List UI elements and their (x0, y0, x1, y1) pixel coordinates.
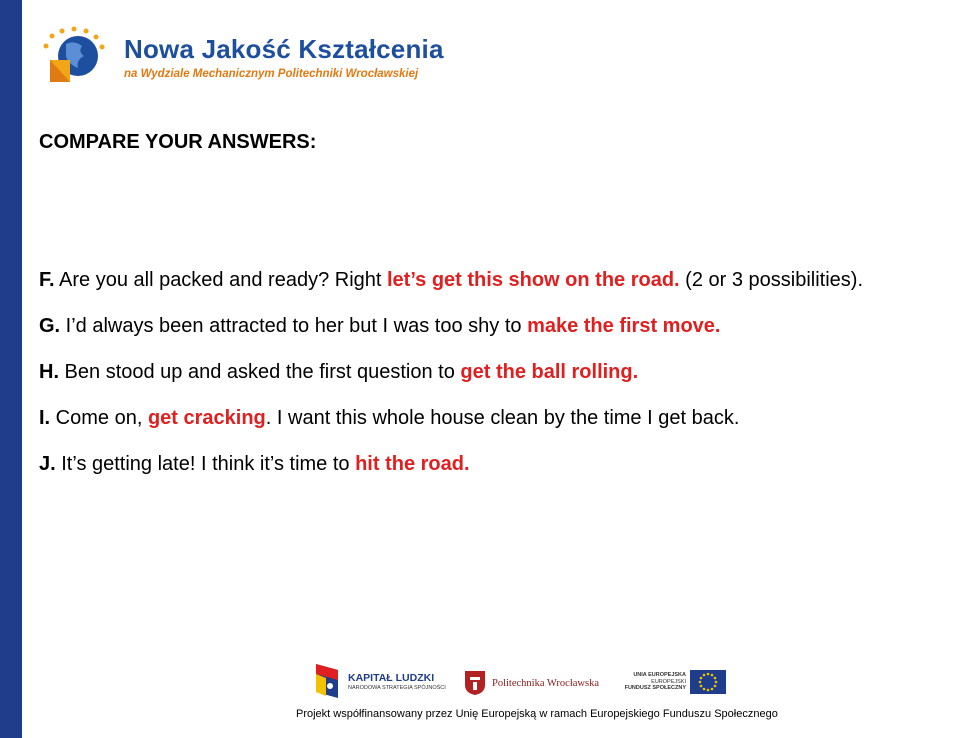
sentence-text: I’d always been attracted to her but I was too shy to (60, 315, 528, 337)
eu-flag-icon (690, 670, 726, 694)
answer-line (39, 452, 949, 476)
idiom-answer: let’s get this show on the road. (387, 269, 680, 291)
ue-line-1: UNIA EUROPEJSKA (633, 672, 686, 678)
idiom-answer: hit the road. (355, 453, 470, 475)
logo-subtitle: na Wydziale Mechanicznym Politechniki Wrocławskiej (124, 68, 419, 80)
idiom-answer: get cracking (147, 407, 266, 429)
ue-text (612, 672, 686, 692)
sentence-text: Are you all packed and ready? Right (54, 269, 387, 291)
page-heading: COMPARE YOUR ANSWERS: (39, 131, 317, 153)
answer-letter: H. (39, 361, 59, 383)
answer-line (39, 268, 949, 292)
kapital-ludzki-flag-icon (312, 662, 344, 700)
answer-letter: J. (39, 453, 56, 475)
footer-logos (312, 662, 732, 702)
header-logo (40, 26, 444, 88)
answer-line (39, 360, 949, 384)
ue-line-3: FUNDUSZ SPOŁECZNY (624, 685, 686, 691)
kapital-ludzki-subtitle: NARODOWA STRATEGIA SPÓJNOŚCI (348, 685, 446, 691)
answer-list (39, 268, 949, 498)
idiom-answer: make the first move. (527, 315, 721, 337)
side-bar-decoration (0, 0, 22, 738)
idiom-answer: get the ball rolling. (460, 361, 639, 383)
logo-title: Nowa Jakość Kształcenia (124, 34, 444, 64)
ue-line-2: EUROPEJSKI (651, 678, 686, 685)
university-crest-icon (464, 670, 486, 696)
sentence-text: (2 or 3 possibilities). (679, 269, 864, 291)
politechnika-name: Politechnika Wrocławska (492, 678, 599, 689)
sentence-text: . I want this whole house clean by the time I get back. (265, 407, 740, 429)
kapital-ludzki-title: KAPITAŁ LUDZKI (348, 672, 435, 684)
answer-letter: G. (39, 315, 61, 337)
footer-caption: Projekt współfinansowany przez Unię Europejską w ramach Europejskiego Funduszu Społecznego (296, 708, 778, 720)
sentence-text: It’s getting late! I think it’s time to (55, 453, 356, 475)
answer-line (39, 406, 949, 430)
answer-line (39, 314, 949, 338)
sentence-text: Come on, (50, 407, 148, 429)
answer-letter: I. (39, 407, 51, 429)
answer-letter: F. (39, 269, 55, 291)
globe-stars-logo-icon (40, 26, 106, 88)
sentence-text: Ben stood up and asked the first question to (59, 361, 461, 383)
